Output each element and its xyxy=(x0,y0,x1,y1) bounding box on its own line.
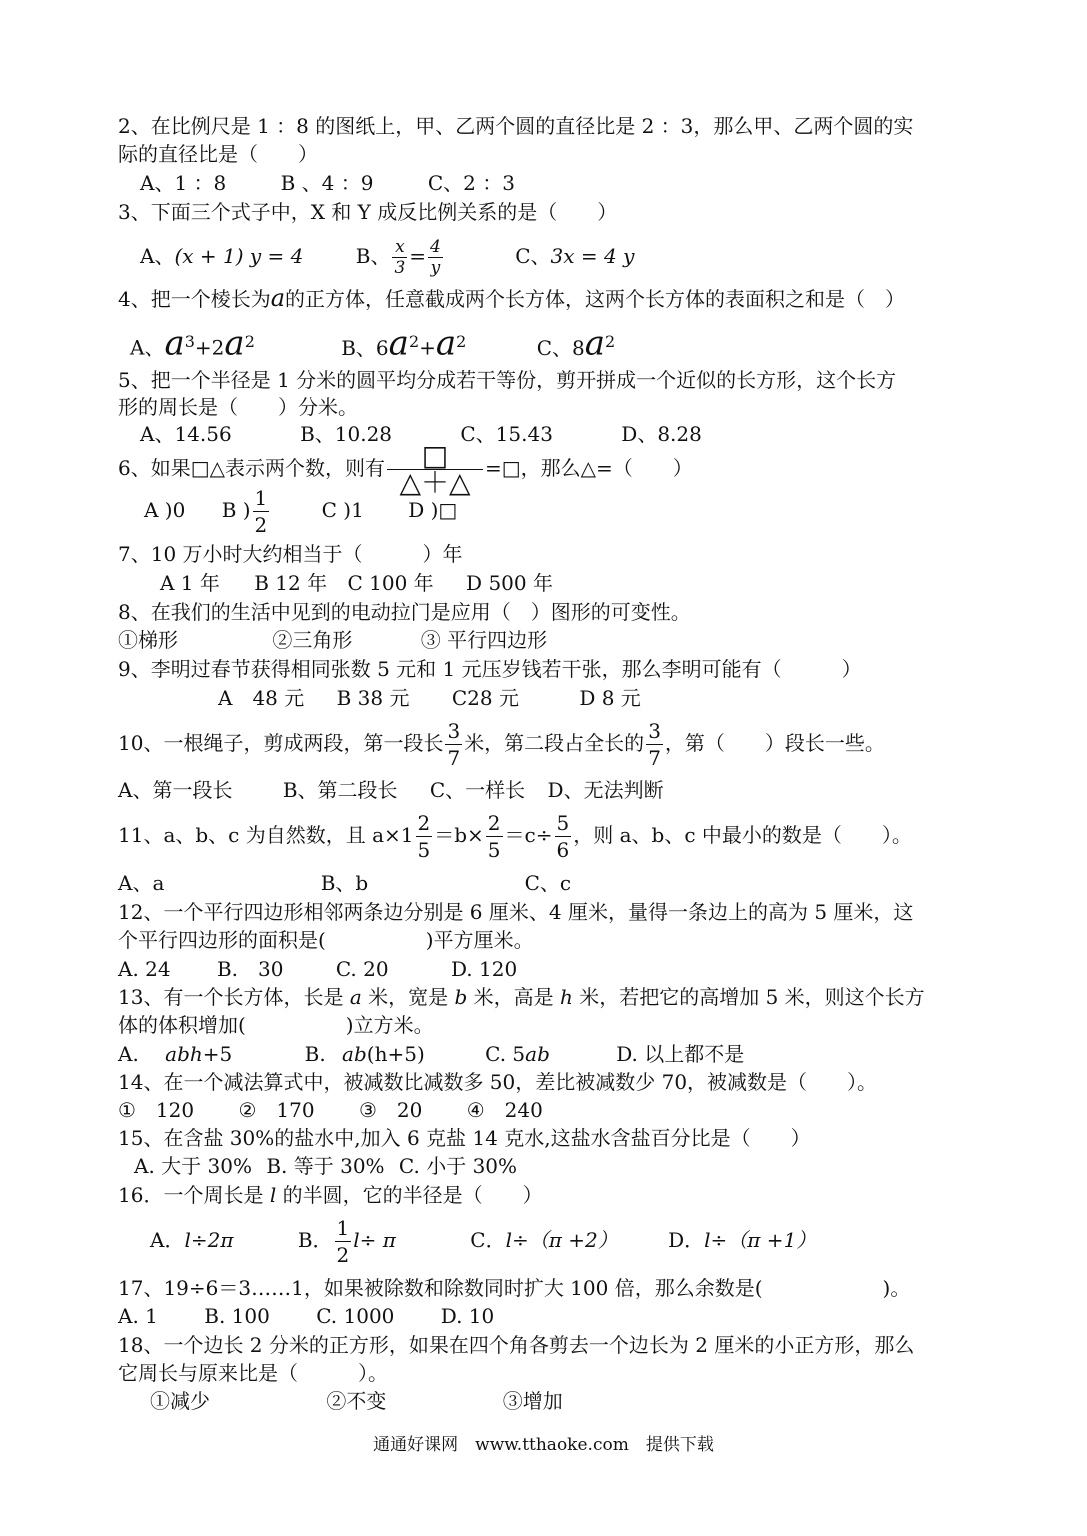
q14-options xyxy=(118,1096,543,1124)
q3-b-num-left: x xyxy=(392,237,407,258)
q2-stem-line1: 2、在比例尺是 1 ：8 的图纸上，甲、乙两个圆的直径比是 2 ：3，那么甲、乙两个圆的实 xyxy=(118,114,914,138)
q13-option-d: D. 以上都不是 xyxy=(616,1042,745,1066)
q9-options xyxy=(218,684,641,712)
q12-stem-line2: 个平行四边形的面积是( )平方厘米。 xyxy=(118,928,534,952)
q17-option-d: D. 10 xyxy=(440,1304,495,1328)
q13-p4: 米，若把它的高增加 5 米，则这个长方 xyxy=(572,985,925,1009)
q3-b-den-left: 3 xyxy=(394,258,406,278)
q18-option-2: ②不变 xyxy=(326,1389,387,1413)
q4-stem-var: a xyxy=(270,284,286,312)
q16-option-d-label: D． xyxy=(668,1228,705,1252)
q16-p2: 的半圆，它的半径是（ ） xyxy=(276,1183,543,1207)
q12-option-a: A. 24 xyxy=(118,957,171,981)
q8-options xyxy=(118,626,547,654)
q6-b-den: 2 xyxy=(254,513,268,537)
q17-options xyxy=(118,1302,494,1330)
q3-stem: 3、下面三个式子中，X 和 Y 成反比例关系的是（ ） xyxy=(118,200,618,224)
q11-option-b: B、b xyxy=(320,871,369,895)
q13-option-b-var: ab xyxy=(342,1042,367,1066)
q6-frac-num: □ xyxy=(387,443,483,470)
q3-option-c-expr: 3x = 4 y xyxy=(550,244,635,268)
q16-option-b-label: B． xyxy=(297,1228,333,1252)
q4-stem-part2: 的正方体，任意截成两个长方体，这两个长方体的表面积之和是（ ） xyxy=(285,287,906,311)
q10-option-b: B、第二段长 xyxy=(282,778,398,802)
q10-option-c: C、一样长 xyxy=(429,778,526,802)
q13-v1: a xyxy=(349,985,362,1009)
q4-c-var: a xyxy=(584,323,606,364)
q3-options xyxy=(140,228,634,284)
q14-option-4: ④ 240 xyxy=(466,1098,543,1122)
q15-option-c: C. 小于 30% xyxy=(398,1154,518,1178)
q11-option-a: A、a xyxy=(118,871,165,895)
q13-option-b-label: B. xyxy=(304,1042,326,1066)
q17-option-a: A. 1 xyxy=(118,1304,158,1328)
q7-option-c: C 100 年 xyxy=(347,571,434,595)
q14-option-3: ③ 20 xyxy=(358,1098,423,1122)
q15-option-a: A. 大于 30% xyxy=(134,1154,252,1178)
q8-option-2: ②三角形 xyxy=(272,628,353,652)
q9-option-b: B 38 元 xyxy=(336,686,410,710)
q3-option-a-expr: (x + 1) y = 4 xyxy=(174,244,304,268)
q8-option-1: ①梯形 xyxy=(118,628,178,652)
q2-stem-line2: 际的直径比是（ ） xyxy=(118,142,318,166)
q13-v3: h xyxy=(560,985,573,1009)
q3-option-b-label: B、 xyxy=(355,244,391,268)
q3-b-den-right: y xyxy=(430,258,441,278)
q11-frac3 xyxy=(555,810,572,863)
q11-frac2 xyxy=(486,810,503,863)
q9-stem: 9、李明过春节获得相同张数 5 元和 1 元压岁钱若干张，那么李明可能有（ ） xyxy=(118,657,862,681)
q18-option-3: ③增加 xyxy=(502,1389,563,1413)
q2-options xyxy=(140,169,515,197)
q4-b-plus: + xyxy=(419,335,436,360)
q10-frac2 xyxy=(646,718,663,771)
q16-option-b-expr: l÷ π xyxy=(353,1228,396,1252)
q6-option-d: D )□ xyxy=(408,498,458,522)
q10-options xyxy=(118,776,664,804)
q4-c-exp: 2 xyxy=(605,332,616,351)
q6-option-b-label: B ) xyxy=(221,498,251,522)
q4-option-c-label: C、8 xyxy=(536,335,585,360)
q3-option-c-label: C、 xyxy=(515,244,551,268)
q11-den3: 6 xyxy=(556,838,570,862)
q13-option-a-rest: +5 xyxy=(202,1042,233,1066)
q6-stem-part1: 6、如果□△表示两个数，则有 xyxy=(118,456,386,480)
q16-p1: 16．一个周长是 xyxy=(118,1183,270,1207)
q13-v2: b xyxy=(454,985,468,1009)
q6-option-b-frac xyxy=(253,485,270,538)
q13-stem-line2: 体的体积增加( )立方米。 xyxy=(118,1013,434,1037)
q11-option-c: C、c xyxy=(524,871,572,895)
q10-frac1 xyxy=(445,718,462,771)
q16-stem xyxy=(118,1181,543,1209)
q14-option-2: ② 170 xyxy=(238,1098,315,1122)
q13-option-c-var: ab xyxy=(525,1042,550,1066)
q11-num3: 5 xyxy=(556,811,570,835)
q6-b-num: 1 xyxy=(254,486,268,510)
q11-part1: 11、a、b、c 为自然数，且 a×1 xyxy=(118,823,414,847)
q10-part1: 10、一根绳子，剪成两段，第一段长 xyxy=(118,731,444,755)
q4-a-var2: a xyxy=(224,323,245,364)
q7-stem: 7、10 万小时大约相当于（ ）年 xyxy=(118,542,463,566)
q15-options xyxy=(134,1152,517,1180)
q13-option-a-var: abh xyxy=(165,1042,203,1066)
q3-option-b-frac-left xyxy=(392,237,407,278)
q6-option-c: C )1 xyxy=(321,498,364,522)
q13-options xyxy=(118,1040,744,1068)
q15-option-b: B. 等于 30% xyxy=(266,1154,385,1178)
q5-stem-line2: 形的周长是（ ）分米。 xyxy=(118,395,358,419)
q5-option-d: D、8.28 xyxy=(621,422,702,446)
q3-b-num-right: 4 xyxy=(430,237,441,257)
q3-option-b-frac-right xyxy=(428,237,443,278)
q4-a-exp2: 2 xyxy=(244,332,255,351)
q8-option-3: ③ 平行四边形 xyxy=(420,628,548,652)
q11-den1: 5 xyxy=(417,838,431,862)
q12-options xyxy=(118,955,517,983)
q11-part2: ＝b× xyxy=(434,823,484,847)
q4-b-exp1: 2 xyxy=(408,332,420,351)
q16-b-num: 1 xyxy=(336,1216,350,1240)
q14-option-1: ① 120 xyxy=(118,1098,195,1122)
q10-part2: 米，第二段占全长的 xyxy=(464,731,645,755)
q7-option-d: D 500 年 xyxy=(466,571,553,595)
q13-p3: 米，高是 xyxy=(467,985,560,1009)
q16-option-d-expr: l÷（π +1） xyxy=(704,1228,817,1252)
q11-stem xyxy=(118,806,912,864)
q11-den2: 5 xyxy=(487,838,501,862)
q12-option-b: B. 30 xyxy=(216,957,284,981)
q11-num2: 2 xyxy=(487,811,501,835)
q13-option-c-label: C. 5 xyxy=(485,1042,526,1066)
q18-stem-line1: 18、一个边长 2 分米的正方形，如果在四个角各剪去一个边长为 2 厘米的小正方形，那么 xyxy=(118,1333,915,1357)
q16-var: l xyxy=(269,1183,277,1207)
q4-a-plus: +2 xyxy=(194,335,225,360)
q4-b-var1: a xyxy=(388,323,409,364)
q11-options xyxy=(118,869,571,897)
q13-stem-line1 xyxy=(118,983,925,1011)
q13-p2: 米，宽是 xyxy=(361,985,455,1009)
q10-num1: 3 xyxy=(447,719,461,743)
q3-option-a-label: A、 xyxy=(140,244,175,268)
q11-frac1 xyxy=(416,810,433,863)
q4-option-b-label: B、6 xyxy=(341,335,389,360)
q16-option-a-label: A． xyxy=(150,1228,185,1252)
q10-den1: 7 xyxy=(447,746,461,770)
q16-option-b-frac xyxy=(335,1215,352,1268)
q4-a-exp1: 3 xyxy=(184,332,195,351)
q10-num2: 3 xyxy=(648,719,661,743)
q12-option-c: C. 20 xyxy=(335,957,389,981)
q16-option-c-label: C． xyxy=(470,1228,506,1252)
q10-den2: 7 xyxy=(648,746,661,770)
q15-stem: 15、在含盐 30%的盐水中,加入 6 克盐 14 克水,这盐水含盐百分比是（ ） xyxy=(118,1126,811,1150)
q6-stem-part2: =□，那么△=（ ） xyxy=(485,456,693,480)
page-footer: 通通好课网 www.tthaoke.com 提供下载 xyxy=(373,1435,714,1455)
q9-option-a: A 48 元 xyxy=(218,686,305,710)
q10-part3: ，第（ ）段长一些。 xyxy=(664,731,885,755)
q5-option-c: C、15.43 xyxy=(460,422,553,446)
q13-option-a-label: A. xyxy=(118,1042,139,1066)
q4-a-var1: a xyxy=(164,323,185,364)
q7-option-b: B 12 年 xyxy=(254,571,328,595)
q4-options xyxy=(130,320,615,370)
q12-stem-line1: 12、一个平行四边形相邻两条边分别是 6 厘米、4 厘米，量得一条边上的高为 5 厘米，这 xyxy=(118,900,914,924)
q12-option-d: D. 120 xyxy=(450,957,518,981)
q17-option-c: C. 1000 xyxy=(316,1304,395,1328)
q6-options xyxy=(144,484,457,538)
q10-stem xyxy=(118,714,885,772)
q16-option-a-expr: l÷2π xyxy=(184,1228,234,1252)
q6-option-a: A )0 xyxy=(144,498,186,522)
q7-options xyxy=(160,569,553,597)
q18-stem-line2: 它周长与原来比是（ ）。 xyxy=(118,1361,388,1385)
q10-option-d: D、无法判断 xyxy=(547,778,664,802)
q16-option-c-expr: l÷（π +2） xyxy=(505,1228,618,1252)
q6-frac-den: △＋△ xyxy=(399,466,471,499)
q11-num1: 2 xyxy=(417,811,431,835)
q4-option-a-label: A、 xyxy=(130,335,165,360)
q5-option-b: B、10.28 xyxy=(300,422,393,446)
q4-b-exp2: 2 xyxy=(456,332,467,351)
q14-stem: 14、在一个减法算式中，被减数比减数多 50，差比被减数少 70，被减数是（ ）。 xyxy=(118,1070,878,1094)
q13-p1: 13、有一个长方体，长是 xyxy=(118,985,350,1009)
q10-option-a: A、第一段长 xyxy=(118,778,233,802)
q8-stem: 8、在我们的生活中见到的电动拉门是应用（ ）图形的可变性。 xyxy=(118,600,691,624)
q3-option-b-eq: = xyxy=(409,244,427,268)
q2-option-b: B 、4 ：9 xyxy=(280,171,374,195)
q9-option-c: C28 元 xyxy=(451,686,519,710)
q5-option-a: A、14.56 xyxy=(140,422,232,446)
q18-option-1: ①减少 xyxy=(150,1389,210,1413)
q18-options xyxy=(150,1387,563,1415)
q5-stem-line1: 5、把一个半径是 1 分米的圆平均分成若干等份，剪开拼成一个近似的长方形，这个长方 xyxy=(118,368,897,392)
q4-stem-part1: 4、把一个棱长为 xyxy=(118,287,271,311)
q7-option-a: A 1 年 xyxy=(160,571,220,595)
q9-option-d: D 8 元 xyxy=(579,686,641,710)
q11-part3: ＝c÷ xyxy=(504,823,553,847)
q4-stem xyxy=(118,284,905,313)
q4-b-var2: a xyxy=(435,323,457,364)
q16-options xyxy=(150,1212,816,1268)
q17-option-b: B. 100 xyxy=(204,1304,270,1328)
q2-option-c: C、2 ：3 xyxy=(427,171,515,195)
q13-option-b-rest: (h+5) xyxy=(366,1042,425,1066)
q16-b-den: 2 xyxy=(336,1243,350,1267)
q11-part4: ，则 a、b、c 中最小的数是（ ）。 xyxy=(573,823,912,847)
q17-stem: 17、19÷6＝3……1，如果被除数和除数同时扩大 100 倍，那么余数是( )。 xyxy=(118,1276,911,1300)
q2-option-a: A、1 ：8 xyxy=(140,171,227,195)
